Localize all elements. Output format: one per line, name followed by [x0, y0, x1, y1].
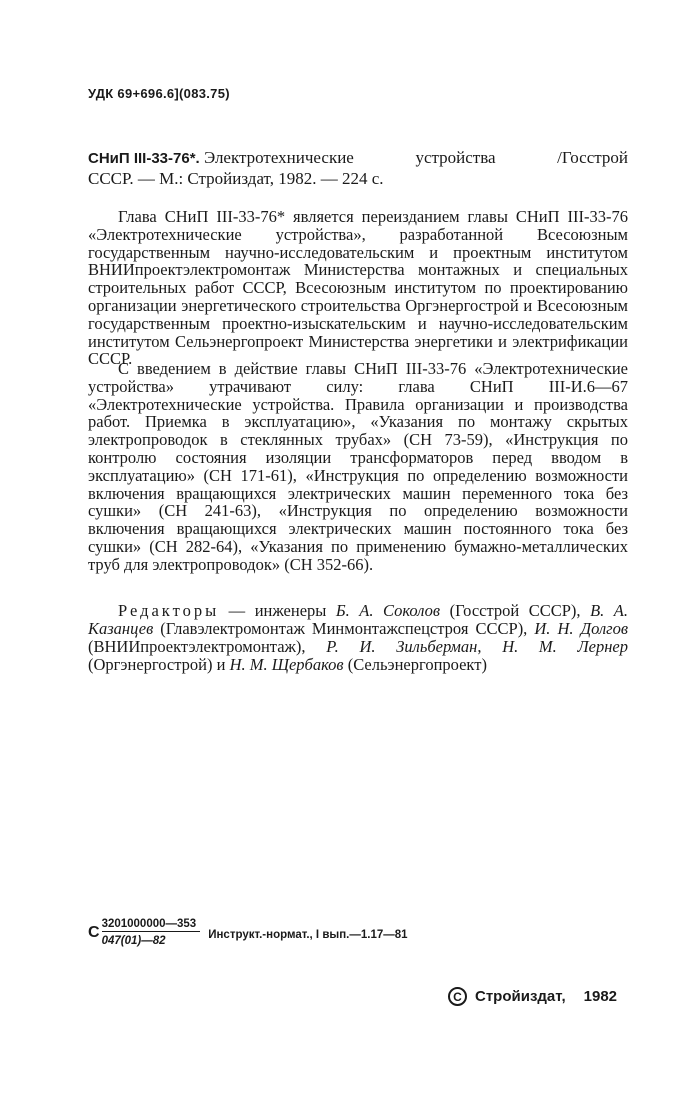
copyright-publisher: Стройиздат,	[475, 988, 566, 1005]
copyright-year: 1982	[583, 988, 618, 1005]
imprint-code	[88, 918, 408, 947]
editor-org: (Главэлектромонтаж Минмонтажспецстроя СССР),	[153, 619, 535, 638]
editor-name: Н. М. Щербаков	[229, 655, 344, 674]
biblio-title: Электротехнические	[203, 148, 354, 167]
bibliographic-entry	[88, 148, 628, 189]
biblio-line-2: СССР. — М.: Стройиздат, 1982. — 224 с.	[88, 169, 384, 188]
editor-name: Н. М. Лернер	[502, 637, 628, 656]
udk-code: УДК 69+696.6](083.75)	[88, 86, 230, 101]
biblio-title-group	[88, 148, 354, 169]
editors-label: Редакторы	[118, 601, 220, 620]
paragraph-superseded: С введением в действие главы СНиП III-33-76 «Электротехнические устройства» утрачивают силу: глава СНиП III-И.6—67 «Электротехнические устройства. Правила организации и производства работ. Приемка в эксплуатацию», «Указания по монтажу скрытых электропроводок в стеклянных трубах» (СН 73-59), «Инструкция по контролю состояния изоляции трансформаторов перед вводом в эксплуатацию» (СН 171-61), «Инструкция по определению возможности включения вращающихся электрических машин переменного тока без сушки» (СН 241-63), «Инструкция по определению возможности включения вращающихся электрических машин постоянного тока без сушки» (СН 282-64), «Указания по применению бумажно-металлических труб для электропроводок» (СН 352-66).	[88, 359, 628, 574]
editors-dash: — инженеры	[219, 601, 336, 620]
imprint-denominator: 047(01)—82	[101, 935, 166, 947]
imprint-catalog: Инструкт.-нормат., I вып.—1.17—81	[208, 928, 408, 941]
imprint-numerator: 3201000000—353	[102, 918, 201, 932]
editor-separator: ,	[477, 637, 503, 656]
editor-org: (Сельэнергопроект)	[343, 655, 487, 674]
copyright-line	[448, 987, 617, 1006]
biblio-publisher: /Госстрой	[557, 148, 628, 167]
editor-name: В. А. Казанцев	[88, 601, 628, 638]
biblio-line-1	[88, 148, 628, 169]
snip-code: СНиП III-33-76*.	[88, 150, 200, 167]
paragraph-reissue: Глава СНиП III-33-76* является переизданием главы СНиП III-33-76 «Электротехнические устройства», разработанной Всесоюзным государственным научно-исследовательским и проектным институтом ВНИИпроектэлектромонтаж Министерства монтажных и специальных строительных работ СССР, Всесоюзным институтом по проектированию организации энергетического строительства Оргэнергострой и Всесоюзным государственным проектно-изыскательским и научно-исследовательским институтом Сельэнергопроект Министерства энергетики и электрификации СССР.	[88, 207, 628, 369]
editor-name: Р. И. Зильберман	[326, 637, 478, 656]
biblio-devices-word: устройства	[415, 148, 496, 167]
editor-name: И. Н. Долгов	[534, 619, 628, 638]
imprint-letter: С	[88, 923, 100, 941]
editor-name: Б. А. Соколов	[335, 601, 441, 620]
editors-block	[88, 602, 628, 674]
editor-org: (ВНИИпроектэлектромонтаж),	[88, 637, 327, 656]
copyright-icon: С	[448, 987, 467, 1006]
imprint-fraction	[102, 918, 201, 947]
editor-org: (Госстрой СССР),	[440, 601, 591, 620]
editor-org: (Оргэнергострой) и	[88, 655, 230, 674]
